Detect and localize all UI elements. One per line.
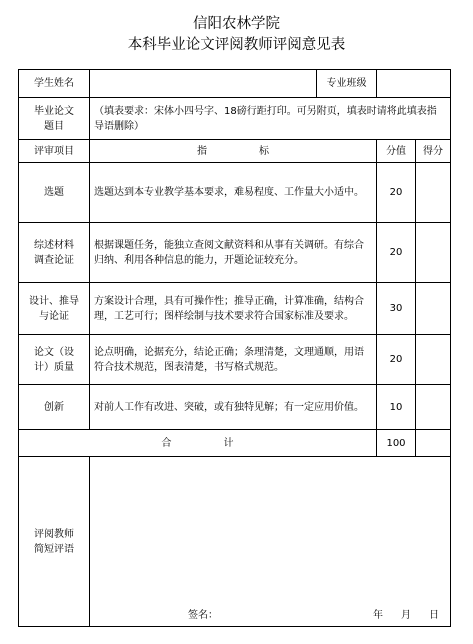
criterion-earned-field[interactable] [416,223,451,283]
criterion-name [19,385,90,430]
criterion-name [19,335,90,385]
student-name-label: 学生姓名 [19,70,90,98]
criteria-row [19,283,451,335]
evaluator-comment-field[interactable] [90,457,451,627]
thesis-title-label [19,98,90,140]
evaluator-comment-label [19,457,90,627]
total-score: 100 [377,430,416,457]
date-month-label: 月 [401,610,411,621]
criterion-name [19,163,90,223]
column-header-item: 评审项目 [19,140,90,163]
column-header-indicator [90,140,377,163]
criteria-row [19,385,451,430]
column-header-row [19,140,451,163]
criterion-name-line2: 计）质量 [34,361,74,373]
date-year-label: 年 [373,610,383,621]
criteria-row [19,163,451,223]
column-header-earned: 得分 [416,140,451,163]
evaluation-form-table [18,69,451,627]
criterion-name-line1: 论文（设 [34,346,74,358]
major-class-field[interactable] [377,70,451,98]
thesis-title-label-line2: 题目 [44,120,64,132]
criterion-name-line1: 设计、推导 [29,295,79,307]
criterion-name [19,223,90,283]
total-label-part1: 合 [161,437,172,449]
criterion-earned-field[interactable] [416,385,451,430]
total-label [19,430,377,457]
criterion-indicator: 选题达到本专业教学基本要求，难易程度、工作量大小适中。 [90,163,377,223]
signature-line [90,608,450,622]
university-name: 信阳农林学院 [193,16,280,32]
form-title: 本科毕业论文评阅教师评阅意见表 [127,37,346,53]
criterion-score: 20 [377,335,416,385]
signature-label: 签名： [188,610,218,621]
student-info-row [19,70,451,98]
criterion-indicator: 根据课题任务，能独立查阅文献资料和从事有关调研。有综合归纳、利用各种信息的能力，开题论证较充分。 [90,223,377,283]
student-name-field[interactable] [90,70,317,98]
criterion-name-line2: 与论证 [39,310,69,322]
date-day-label: 日 [429,610,439,621]
evaluator-comment-label-line1: 评阅教师 [34,528,74,540]
criterion-score: 20 [377,163,416,223]
indicator-header-part2: 标 [259,145,269,157]
criterion-score: 20 [377,223,416,283]
criterion-earned-field[interactable] [416,163,451,223]
evaluator-comment-row [19,457,451,627]
criterion-indicator: 对前人工作有改进、突破，或有独特见解；有一定应用价值。 [90,385,377,430]
thesis-title-row [19,98,451,140]
criteria-row [19,223,451,283]
major-class-label: 专业班级 [317,70,377,98]
column-header-score: 分值 [377,140,416,163]
criteria-row [19,335,451,385]
criterion-score: 30 [377,283,416,335]
criterion-name-line2: 调查论证 [34,254,74,266]
criterion-name [19,283,90,335]
total-row [19,430,451,457]
total-earned-field[interactable] [416,430,451,457]
criterion-indicator: 方案设计合理，具有可操作性；推导正确，计算准确，结构合理，工艺可行；图样绘制与技术要求符合国家标准及要求。 [90,283,377,335]
evaluator-comment-label-line2: 简短评语 [34,543,74,555]
total-label-part2: 计 [223,437,234,449]
criterion-earned-field[interactable] [416,335,451,385]
criterion-score: 10 [377,385,416,430]
criterion-earned-field[interactable] [416,283,451,335]
indicator-header-part1: 指 [197,145,207,157]
criterion-name-line1: 创新 [44,401,64,413]
thesis-title-hint[interactable]: （填表要求：宋体小四号字、18磅行距打印。可另附页，填表时请将此填表指导语删除） [90,98,451,140]
criterion-indicator: 论点明确，论据充分，结论正确；条理清楚，文理通顺，用语符合技术规范，图表清楚，书写格式规范。 [90,335,377,385]
thesis-title-label-line1: 毕业论文 [34,105,74,117]
criterion-name-line1: 选题 [44,187,64,198]
criterion-name-line1: 综述材料 [34,239,74,251]
